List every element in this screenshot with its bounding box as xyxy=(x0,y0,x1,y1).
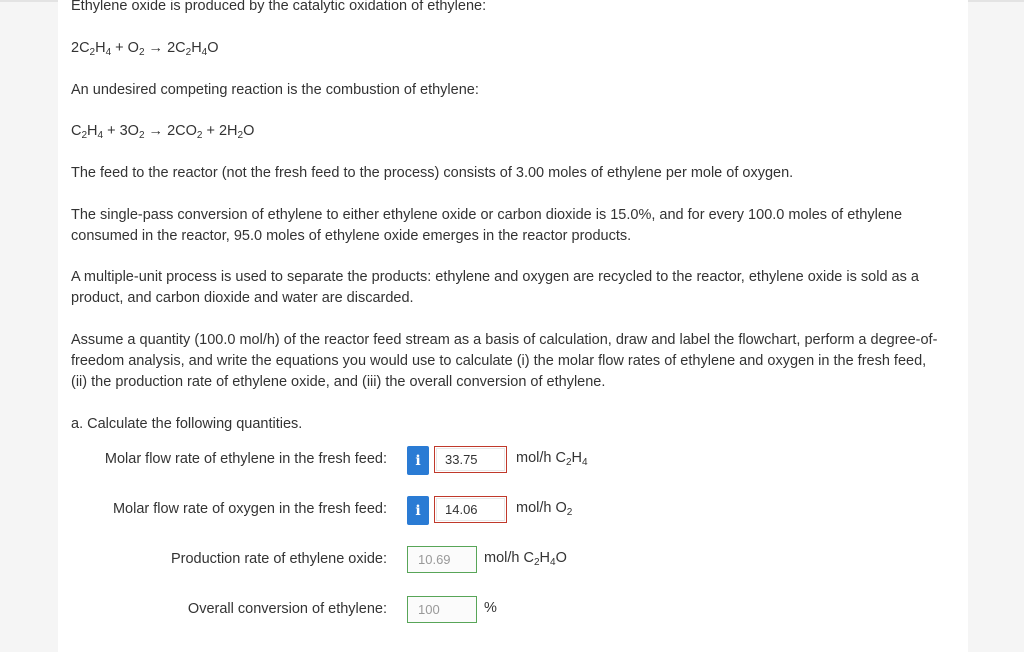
row-label-overall-conversion: Overall conversion of ethylene: xyxy=(187,601,387,617)
answer-oxygen-feed[interactable]: 14.06 xyxy=(434,496,507,523)
answer-ethylene-feed[interactable]: 33.75 xyxy=(434,446,507,473)
row-label-ethylene-oxide: Production rate of ethylene oxide: xyxy=(170,551,387,567)
info-icon[interactable]: i xyxy=(407,496,429,525)
unit-ethylene-oxide: mol/h $C_2H_4O$ xyxy=(484,550,567,568)
unit-oxygen-feed: mol/h $O_2$ xyxy=(516,500,573,518)
answer-ethylene-oxide[interactable]: 10.69 xyxy=(407,546,477,573)
part-a-heading: a. Calculate the following quantities. xyxy=(71,416,303,432)
reaction-2: $C_2H_4 + 3O_2 \to 2CO_2 + 2H_2O$ xyxy=(71,123,255,141)
feed-text: The feed to the reactor (not the fresh feed to the process) consists of 3.00 moles of ethylene per mole of oxygen. xyxy=(71,165,794,181)
conversion-text: The single-pass conversion of ethylene to either ethylene oxide or carbon dioxide is 15.0%, and for every 100.0 moles of ethylene consumed in the reactor, 95.0 moles of ethylene oxide emerges in the reactor products. xyxy=(71,207,903,244)
answer-overall-conversion[interactable]: 100 xyxy=(407,596,477,623)
assumption-text: Assume a quantity (100.0 mol/h) of the reactor feed stream as a basis of calculation, draw and label the flowchart, perform a degree-of-freedom analysis, and write the equations you would use to calculate (i) the molar flow rates of ethylene and oxygen in the fresh feed, (ii) the production rate of ethylene oxide, and (iii) the overall conversion of ethylene. xyxy=(71,332,938,390)
row-label-ethylene-feed: Molar flow rate of ethylene in the fresh feed: xyxy=(104,451,387,467)
intro-text: Ethylene oxide is produced by the catalytic oxidation of ethylene: xyxy=(71,0,487,14)
info-icon[interactable]: i xyxy=(407,446,429,475)
row-label-oxygen-feed: Molar flow rate of oxygen in the fresh feed: xyxy=(112,501,387,517)
reaction-1: $2C_2H_4 + O_2 \to 2C_2H_4O$ xyxy=(71,40,219,58)
separation-text: A multiple-unit process is used to separate the products: ethylene and oxygen are recycled to the reactor, ethylene oxide is sold as a product, and carbon dioxide and water are discarded. xyxy=(71,269,919,306)
unit-percent: % xyxy=(484,600,497,616)
unit-ethylene-feed: mol/h $C_2H_4$ xyxy=(516,450,588,468)
competing-text: An undesired competing reaction is the combustion of ethylene: xyxy=(71,82,479,98)
